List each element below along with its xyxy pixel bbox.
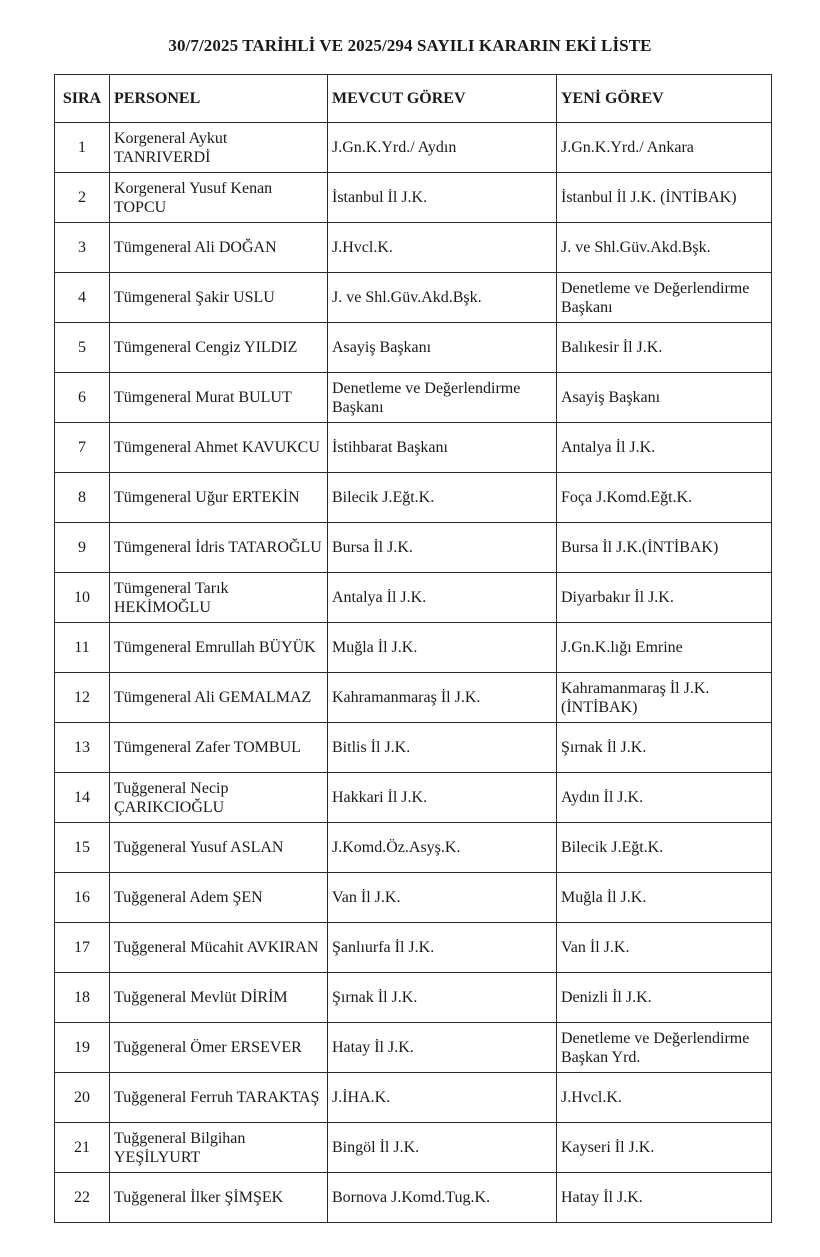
cell-sira: 1 (55, 123, 110, 173)
cell-mevcut-gorev: Bornova J.Komd.Tug.K. (328, 1173, 557, 1223)
table-row (55, 223, 772, 273)
cell-yeni-gorev: Foça J.Komd.Eğt.K. (557, 473, 772, 523)
cell-mevcut-gorev: J. ve Shl.Güv.Akd.Bşk. (328, 273, 557, 323)
table-header (55, 75, 772, 123)
cell-personel: Tuğgeneral Mücahit AVKIRAN (110, 923, 328, 973)
cell-mevcut-gorev: Bingöl İl J.K. (328, 1123, 557, 1173)
cell-personel: Tümgeneral Ali DOĞAN (110, 223, 328, 273)
cell-personel: Tümgeneral Emrullah BÜYÜK (110, 623, 328, 673)
cell-sira: 9 (55, 523, 110, 573)
cell-sira: 21 (55, 1123, 110, 1173)
cell-personel: Tuğgeneral Ferruh TARAKTAŞ (110, 1073, 328, 1123)
cell-personel: Tuğgeneral İlker ŞİMŞEK (110, 1173, 328, 1223)
table-row (55, 1023, 772, 1073)
cell-sira: 14 (55, 773, 110, 823)
cell-mevcut-gorev: J.İHA.K. (328, 1073, 557, 1123)
cell-sira: 17 (55, 923, 110, 973)
cell-mevcut-gorev: Denetleme ve Değerlendirme Başkanı (328, 373, 557, 423)
table-row (55, 423, 772, 473)
cell-mevcut-gorev: Bilecik J.Eğt.K. (328, 473, 557, 523)
cell-yeni-gorev: Diyarbakır İl J.K. (557, 573, 772, 623)
cell-sira: 2 (55, 173, 110, 223)
cell-yeni-gorev: Denetleme ve Değerlendirme Başkanı (557, 273, 772, 323)
cell-yeni-gorev: Aydın İl J.K. (557, 773, 772, 823)
cell-mevcut-gorev: Van İl J.K. (328, 873, 557, 923)
cell-personel: Korgeneral Aykut TANRIVERDİ (110, 123, 328, 173)
cell-mevcut-gorev: J.Hvcl.K. (328, 223, 557, 273)
cell-personel: Tümgeneral İdris TATAROĞLU (110, 523, 328, 573)
cell-personel: Tuğgeneral Bilgihan YEŞİLYURT (110, 1123, 328, 1173)
cell-mevcut-gorev: Bitlis İl J.K. (328, 723, 557, 773)
cell-mevcut-gorev: Hakkari İl J.K. (328, 773, 557, 823)
cell-sira: 11 (55, 623, 110, 673)
cell-personel: Tuğgeneral Adem ŞEN (110, 873, 328, 923)
cell-yeni-gorev: Denetleme ve Değerlendirme Başkan Yrd. (557, 1023, 772, 1073)
cell-sira: 5 (55, 323, 110, 373)
cell-yeni-gorev: Asayiş Başkanı (557, 373, 772, 423)
cell-yeni-gorev: J.Gn.K.Yrd./ Ankara (557, 123, 772, 173)
header-sira: SIRA (55, 75, 110, 123)
table-row (55, 673, 772, 723)
table-row (55, 773, 772, 823)
cell-personel: Tuğgeneral Yusuf ASLAN (110, 823, 328, 873)
cell-personel: Tümgeneral Uğur ERTEKİN (110, 473, 328, 523)
cell-sira: 18 (55, 973, 110, 1023)
table-row (55, 623, 772, 673)
table-row (55, 1123, 772, 1173)
cell-personel: Tümgeneral Tarık HEKİMOĞLU (110, 573, 328, 623)
table-body (55, 123, 772, 1223)
cell-sira: 19 (55, 1023, 110, 1073)
cell-personel: Tuğgeneral Ömer ERSEVER (110, 1023, 328, 1073)
cell-yeni-gorev: Van İl J.K. (557, 923, 772, 973)
cell-yeni-gorev: Denizli İl J.K. (557, 973, 772, 1023)
cell-sira: 15 (55, 823, 110, 873)
cell-yeni-gorev: Bursa İl J.K.(İNTİBAK) (557, 523, 772, 573)
assignment-table (54, 74, 772, 1223)
cell-mevcut-gorev: Şanlıurfa İl J.K. (328, 923, 557, 973)
cell-mevcut-gorev: Bursa İl J.K. (328, 523, 557, 573)
cell-personel: Tümgeneral Şakir USLU (110, 273, 328, 323)
cell-mevcut-gorev: Antalya İl J.K. (328, 573, 557, 623)
cell-sira: 13 (55, 723, 110, 773)
table-row (55, 1173, 772, 1223)
cell-sira: 10 (55, 573, 110, 623)
cell-yeni-gorev: Antalya İl J.K. (557, 423, 772, 473)
table-row (55, 273, 772, 323)
cell-sira: 12 (55, 673, 110, 723)
table-row (55, 923, 772, 973)
cell-personel: Tümgeneral Cengiz YILDIZ (110, 323, 328, 373)
cell-yeni-gorev: Hatay İl J.K. (557, 1173, 772, 1223)
cell-sira: 22 (55, 1173, 110, 1223)
cell-mevcut-gorev: İstanbul İl J.K. (328, 173, 557, 223)
table-row (55, 473, 772, 523)
table-row (55, 173, 772, 223)
header-yeni-gorev: YENİ GÖREV (557, 75, 772, 123)
cell-yeni-gorev: J. ve Shl.Güv.Akd.Bşk. (557, 223, 772, 273)
cell-personel: Tümgeneral Murat BULUT (110, 373, 328, 423)
cell-yeni-gorev: Bilecik J.Eğt.K. (557, 823, 772, 873)
cell-yeni-gorev: Kahramanmaraş İl J.K. (İNTİBAK) (557, 673, 772, 723)
cell-yeni-gorev: Balıkesir İl J.K. (557, 323, 772, 373)
cell-mevcut-gorev: Şırnak İl J.K. (328, 973, 557, 1023)
cell-personel: Tümgeneral Zafer TOMBUL (110, 723, 328, 773)
cell-mevcut-gorev: Asayiş Başkanı (328, 323, 557, 373)
cell-sira: 16 (55, 873, 110, 923)
cell-mevcut-gorev: İstihbarat Başkanı (328, 423, 557, 473)
cell-mevcut-gorev: Hatay İl J.K. (328, 1023, 557, 1073)
table-row (55, 823, 772, 873)
table-row (55, 723, 772, 773)
cell-sira: 7 (55, 423, 110, 473)
table-row (55, 873, 772, 923)
cell-yeni-gorev: İstanbul İl J.K. (İNTİBAK) (557, 173, 772, 223)
cell-yeni-gorev: J.Hvcl.K. (557, 1073, 772, 1123)
header-mevcut-gorev: MEVCUT GÖREV (328, 75, 557, 123)
cell-mevcut-gorev: J.Komd.Öz.Asyş.K. (328, 823, 557, 873)
table-row (55, 323, 772, 373)
cell-yeni-gorev: Kayseri İl J.K. (557, 1123, 772, 1173)
table-row (55, 123, 772, 173)
table-row (55, 973, 772, 1023)
header-personel: PERSONEL (110, 75, 328, 123)
cell-personel: Tümgeneral Ahmet KAVUKCU (110, 423, 328, 473)
cell-mevcut-gorev: Kahramanmaraş İl J.K. (328, 673, 557, 723)
table-row (55, 573, 772, 623)
page-title: 30/7/2025 TARİHLİ VE 2025/294 SAYILI KARARIN EKİ LİSTE (168, 36, 652, 55)
cell-sira: 3 (55, 223, 110, 273)
cell-sira: 6 (55, 373, 110, 423)
cell-sira: 20 (55, 1073, 110, 1123)
cell-yeni-gorev: Şırnak İl J.K. (557, 723, 772, 773)
cell-personel: Tuğgeneral Mevlüt DİRİM (110, 973, 328, 1023)
cell-mevcut-gorev: J.Gn.K.Yrd./ Aydın (328, 123, 557, 173)
cell-yeni-gorev: J.Gn.K.lığı Emrine (557, 623, 772, 673)
cell-personel: Tuğgeneral Necip ÇARIKCIOĞLU (110, 773, 328, 823)
cell-sira: 4 (55, 273, 110, 323)
table-row (55, 1073, 772, 1123)
header-row (55, 75, 772, 123)
cell-mevcut-gorev: Muğla İl J.K. (328, 623, 557, 673)
cell-personel: Korgeneral Yusuf Kenan TOPCU (110, 173, 328, 223)
table-row (55, 373, 772, 423)
cell-yeni-gorev: Muğla İl J.K. (557, 873, 772, 923)
table-row (55, 523, 772, 573)
cell-sira: 8 (55, 473, 110, 523)
cell-personel: Tümgeneral Ali GEMALMAZ (110, 673, 328, 723)
